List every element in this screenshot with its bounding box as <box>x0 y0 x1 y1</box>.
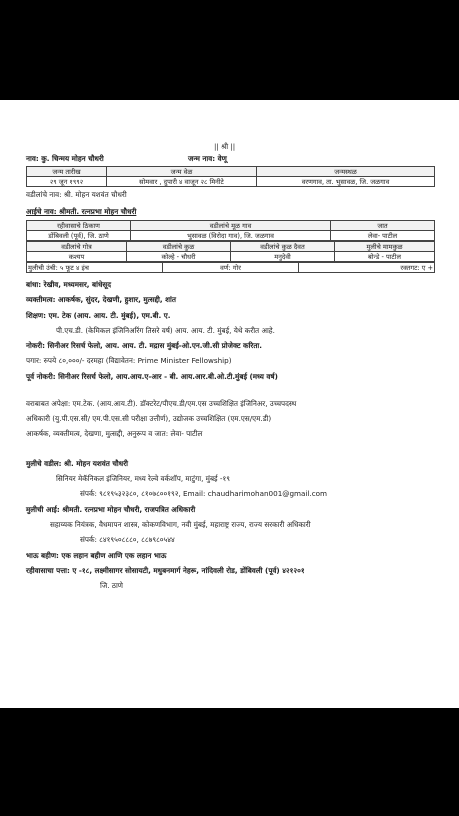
previous-job-line: पूर्व नोकरी: सिनीअर रिसर्च फेलो, आय.आय.ए-आर - बी. आय.आर.बी.ओ.टी.मुंबई (मध्य वर्ष) <box>26 372 278 381</box>
gotra-header-mamkul: मुलीचे मामकुळ <box>335 242 435 252</box>
gotra-header-kuldaivat: वडीलांचे कुळ दैवत <box>231 242 335 252</box>
place-native: भुसावळ (विरोदा गाव), जि. जळगाव <box>131 231 331 241</box>
birth-table <box>26 166 435 187</box>
birth-header-date: जन्म तारीख <box>27 167 107 177</box>
om-header: || श्री || <box>214 142 236 151</box>
blood-group-value: रक्तगट: ए + <box>299 263 435 273</box>
father-contact-line: संपर्क: ९८१९५३२३८०, ८१०७८००१९२, Email: chaudharimohan001@gmail.com <box>80 489 328 498</box>
expectation-line-1: वराबाबत अपेक्षा: एम.टेक. (आय.आय.टी). डॉक्टरेट/पीएच.डी/एम.एस उच्चशिक्षित इंजिनिअर, उच्चपदस्थ <box>26 399 297 408</box>
nickname-line: जन्म नाव: वेणू <box>188 154 227 163</box>
birth-header-place: जन्मस्थळ <box>257 167 435 177</box>
birth-time: सोमवार , दुपारी ४ वाजून २८ मिनीटे <box>107 177 257 187</box>
mamkul-value: बोन्डे - पाटील <box>335 252 435 262</box>
father-heading: मुलीचे वडील: श्री. मोहन यशवंत चौधरी <box>26 459 129 468</box>
mother-contact-line: संपर्क: ८४१९५०८८८०, ८८७९८०५४४ <box>80 535 175 544</box>
personality-line: व्यक्तीमत्व: आकर्षक, सुंदर, देखणी, हुशार, मुत्सद्दी, शांत <box>26 295 176 304</box>
place-header-caste: जात <box>331 221 435 231</box>
place-residence: डोंबिवली (पूर्व), जि. ठाणे <box>27 231 131 241</box>
birth-date: २९ जून १९९२ <box>27 177 107 187</box>
build-line: बांधा: रेखीव, मध्यमसर, बांधेसूद <box>26 280 112 289</box>
birth-place: वरणगाव, ता. भुसावळ, जि. जळगाव <box>257 177 435 187</box>
name-line: नाव: कु. चिन्मय मोहन चौधरी <box>26 154 104 163</box>
father-name-line: वडीलांचे नाव: श्री. मोहन यशवंत चौधरी <box>26 190 127 199</box>
address-line: रहीवासाचा पत्ता: ए -१८, लक्ष्मीसागर सोसायटी, मधुबनमार्ग नेहरू, नांदिवली रोड, डोंबिवली (पूर्व) ४२१२०१ <box>26 566 305 575</box>
education-line: शिक्षण: एम. टेक (आय. आय. टी. मुंबई), एम.बी. ए. <box>26 311 171 320</box>
mother-job-line: सहाय्यक नियंत्रक, वैधमापन शास्त्र, कोकणविभाग, नवी मुंबई, महाराष्ट्र राज्य, राज्य सरकारी अधिकारी <box>50 520 311 529</box>
gotra-header-gotra: वडीलांचे गोत्र <box>27 242 127 252</box>
siblings-line: भाऊ बहीण: एक लहान बहीण आणि एक लहान भाऊ <box>26 551 167 560</box>
job-line: नोकरी: सिनीअर रिसर्च फेलो, आय. आय. टी. मद्रास मुंबई-ओ.एन.जी.सी प्रोजेक्ट करिता. <box>26 341 263 350</box>
gotra-header-kul: वडीलांचे कुळ <box>127 242 231 252</box>
height-value: मुलीची उंची: ५ फूट ४ इंच <box>27 263 163 273</box>
kul-value: कोल्हे - चौधरी <box>127 252 231 262</box>
height-row <box>26 262 435 273</box>
place-caste: लेवा- पाटील <box>331 231 435 241</box>
mother-heading: मुलीची आई: श्रीमती. रत्नप्रभा मोहन चौधरी, राजपत्रित अधिकारी <box>26 505 196 514</box>
place-header-native: वडीलांचे मूळ गाव <box>131 221 331 231</box>
expectation-line-3: आकर्षक, व्यक्तीमत्व, देखणा, मुत्सद्दी, अनुरूप व जात: लेवा- पाटील <box>26 429 203 438</box>
birth-header-time: जन्म वेळ <box>107 167 257 177</box>
father-job-line: सिनियर मेकॅनिकल इंजिनियर, मध्य रेल्वे वर्कशॉप, माटुंगा, मुंबई -१९ <box>56 474 230 483</box>
phd-line: पी.एच.डी. (केमिकल इंजिनिअरिंग तिसरे वर्ष) आय. आय. टी. मुंबई, येथे करीत आहे. <box>56 326 275 335</box>
kuldaivat-value: मनुदेवी <box>231 252 335 262</box>
place-table <box>26 220 435 241</box>
address-city-line: जि. ठाणे <box>100 581 123 590</box>
gotra-value: कश्यप <box>27 252 127 262</box>
salary-line: पगार: रुपये ८०,०००/- दरमहा (विद्यावेतन: Prime Minister Fellowship) <box>26 356 232 365</box>
mother-name-line: आईचे नाव: श्रीमती. रत्नप्रभा मोहन चौधरी <box>26 207 137 216</box>
complexion-value: वर्ण: गोर <box>163 263 299 273</box>
expectation-line-2: अधिकारी (यु.पी.एस.सी/ एम.पी.एस.सी परीक्षा उत्तीर्ण), उद्योजक उच्चशिक्षित (एम.एस/एम.डी) <box>26 414 272 423</box>
document-page <box>0 100 459 708</box>
gotra-table <box>26 241 435 262</box>
place-header-residence: रहीवासाचे ठिकाण <box>27 221 131 231</box>
